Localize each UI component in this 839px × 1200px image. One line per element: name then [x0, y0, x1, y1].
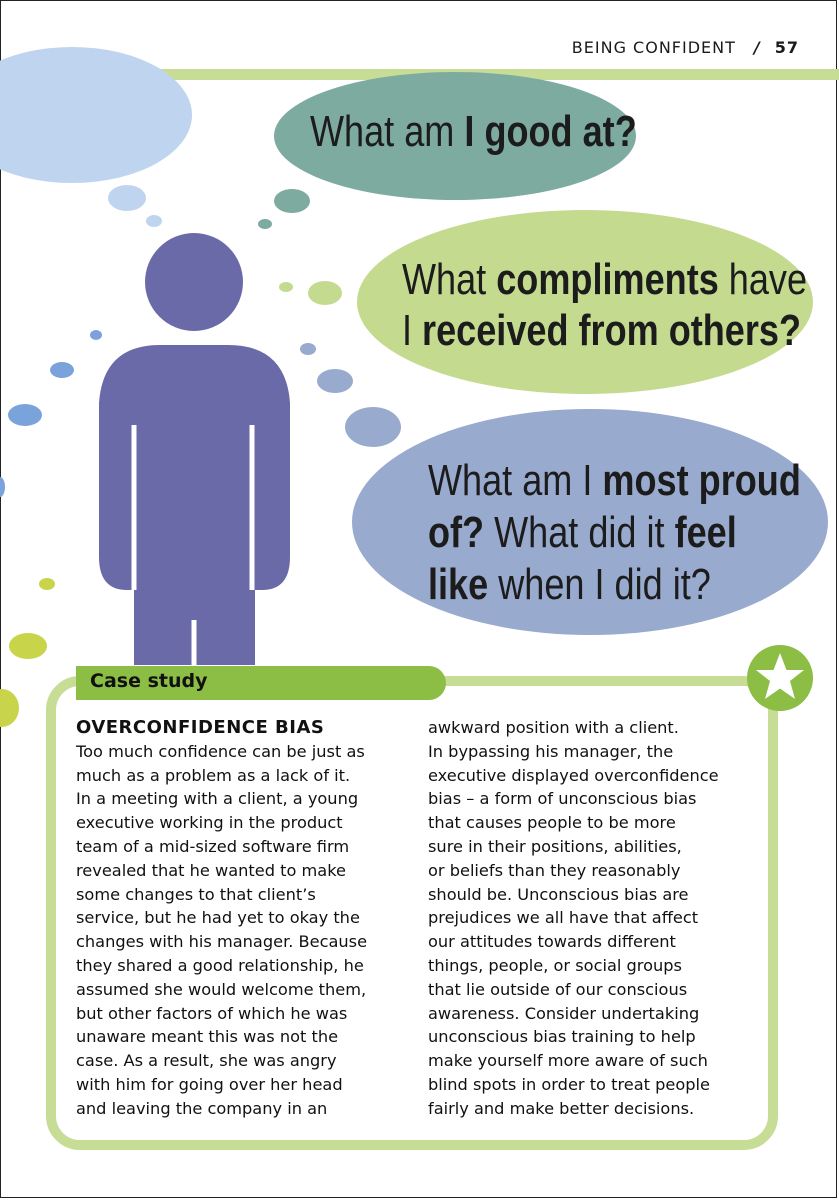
bubble-bold-run: like: [428, 560, 489, 609]
body-text-line: some changes to that client’s: [76, 884, 316, 904]
body-text-line: make yourself more aware of such: [428, 1051, 708, 1071]
thought-dot: [0, 477, 5, 497]
body-text-line: case. As a result, she was angry: [76, 1051, 337, 1071]
thought-dot: [146, 215, 162, 227]
thought-dot: [279, 282, 293, 292]
page-header: [572, 38, 799, 57]
bubble-bold-run: compliments: [496, 255, 719, 304]
bubble-run: have: [718, 255, 808, 304]
body-text-line: much as a problem as a lack of it.: [76, 765, 351, 785]
body-text-line: but other factors of which he was: [76, 1003, 348, 1023]
bubble-text-proud: [428, 455, 801, 611]
thought-dot: [90, 330, 102, 340]
body-text-line: blind spots in order to treat people: [428, 1074, 710, 1094]
body-text-line: and leaving the company in an: [76, 1098, 328, 1118]
bubble-run: I: [402, 306, 423, 355]
bubble-line: [402, 305, 807, 356]
body-text-line: things, people, or social groups: [428, 955, 682, 975]
thought-dot: [8, 404, 42, 426]
thought-dot: [39, 578, 55, 590]
person-silhouette-icon: [99, 233, 290, 665]
thought-dot: [108, 185, 146, 211]
body-text-line: sure in their positions, abilities,: [428, 836, 682, 856]
case-study-tab-label: Case study: [90, 670, 208, 692]
thought-cloud-large: [0, 47, 192, 183]
bubble-line: [428, 507, 801, 559]
bubble-run: What am I: [428, 456, 603, 505]
bubble-bold-run: of?: [428, 508, 485, 557]
thought-dot: [274, 189, 310, 213]
bubble-line: [428, 559, 801, 611]
body-text-line: with him for going over her head: [76, 1074, 343, 1094]
bubble-text-compliments: [402, 254, 807, 356]
body-text-line: bias – a form of unconscious bias: [428, 789, 697, 809]
bubble-line: [402, 254, 807, 305]
body-text-line: executive working in the product: [76, 813, 343, 833]
body-text-line: revealed that he wanted to make: [76, 860, 346, 880]
body-text-line: awkward position with a client.: [428, 718, 679, 737]
thought-dot: [317, 369, 353, 393]
body-text-line: assumed she would welcome them,: [76, 979, 367, 999]
body-text-line: awareness. Consider undertaking: [428, 1003, 700, 1023]
body-text-line: they shared a good relationship, he: [76, 955, 364, 975]
chapter-title: BEING CONFIDENT: [571, 38, 736, 57]
bubble-run: What: [402, 255, 497, 304]
thought-dot: [308, 281, 342, 305]
body-text-line: or beliefs than they reasonably: [428, 860, 681, 880]
body-text-line: our attitudes towards different: [428, 932, 676, 952]
bubble-run: What am: [310, 107, 465, 156]
thought-dot: [345, 407, 401, 447]
header-separator: /: [753, 38, 761, 57]
bubble-bold-run: feel: [674, 508, 737, 557]
body-text-line: team of a mid-sized software firm: [76, 836, 350, 856]
thought-dot: [9, 633, 47, 659]
star-badge-icon: [745, 643, 815, 713]
body-text-line: unconscious bias training to help: [428, 1027, 696, 1047]
thought-dot: [50, 362, 74, 378]
bubble-bold-run: most proud: [602, 456, 801, 505]
body-text-line: that lie outside of our conscious: [428, 979, 688, 999]
body-text-line: executive displayed overconfidence: [428, 765, 719, 785]
body-text-line: In a meeting with a client, a young: [76, 789, 359, 809]
body-text-line: unaware meant this was not the: [76, 1027, 339, 1047]
bubble-run: when I did it?: [488, 560, 711, 609]
body-text-line: In bypassing his manager, the: [428, 741, 674, 761]
body-text-line: that causes people to be more: [428, 813, 676, 833]
bubble-run: What did it: [484, 508, 675, 557]
thought-dot: [0, 689, 19, 727]
thought-dot: [300, 343, 316, 355]
bubble-bold-run: received from others?: [422, 306, 802, 355]
case-study-right-column: [428, 716, 719, 1121]
thought-dot: [258, 219, 272, 229]
bubble-text-good-at: [310, 108, 637, 156]
bubble-line: [428, 455, 801, 507]
case-study-left-column: [76, 716, 367, 1121]
page-number: 57: [774, 38, 799, 57]
bubble-line: [310, 108, 637, 156]
case-study-title: OVERCONFIDENCE BIAS: [76, 717, 325, 738]
bubble-bold-run: I good at?: [464, 107, 637, 156]
body-text-line: prejudices we all have that affect: [428, 908, 699, 928]
body-text-line: changes with his manager. Because: [76, 932, 368, 952]
body-text-line: should be. Unconscious bias are: [428, 884, 689, 904]
body-text-line: fairly and make better decisions.: [428, 1098, 695, 1118]
body-text-line: Too much confidence can be just as: [76, 741, 365, 761]
body-text-line: service, but he had yet to okay the: [76, 908, 360, 928]
